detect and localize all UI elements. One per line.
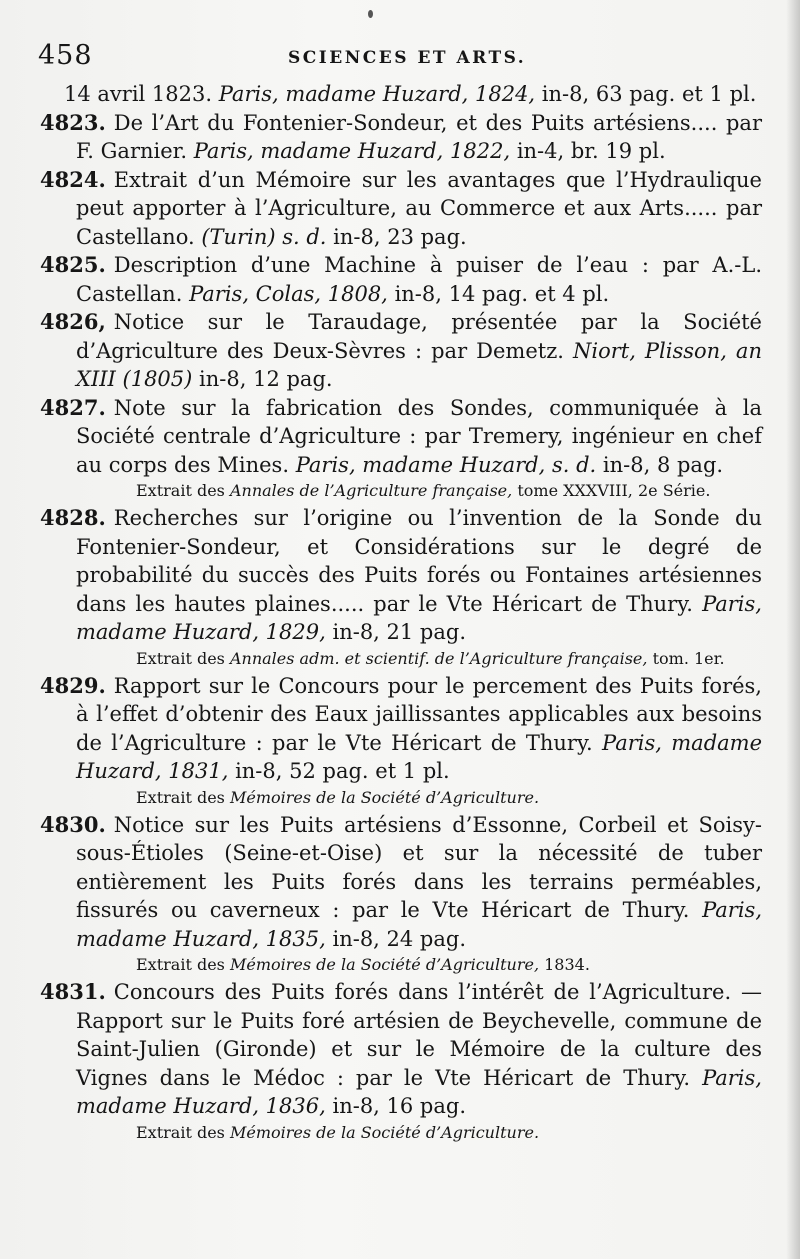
entry-publisher: (Turin) s. d. [201,224,327,249]
entry-4828-note [40,648,762,670]
entry-number: 4826, [40,309,106,334]
running-head: SCIENCES ET ARTS. [288,48,527,68]
note-source: Mémoires de la Société d’Agriculture. [229,1122,540,1142]
entry-number: 4830. [40,811,106,837]
entry-4827-note [40,480,762,502]
entry-title: Notice sur les Puits artésiens d’Essonne, Corbeil et Soisy-sous-Étioles (Seine-et-Oise) et sur la nécessité de tuber entièrement les Puits forés dans les terrains perméables, fissurés ou caverneux : par le Vte Héricart de Thury. [76,812,762,922]
entry-publisher: Paris, madame Huzard, 1824, [218,82,536,106]
entry-details: in-8, 21 pag. [332,620,467,644]
entry-4831-note [40,1122,762,1144]
entry-details: in-8, 52 pag. et 1 pl. [235,759,450,783]
note-source: Mémoires de la Société d’Agriculture, [229,955,540,974]
note-prefix: Extrait des [136,955,225,974]
entry-4830-note [40,954,762,976]
entry-4826 [40,308,762,394]
entry-number: 4829. [40,672,106,698]
page-edge-shadow [786,0,800,1259]
entry-4829 [40,672,762,786]
entry-4829-note [40,787,762,809]
entry-title: Concours des Puits forés dans l’intérêt de l’Agriculture. — Rapport sur le Puits foré artésien de Beychevelle, commune de Saint-Julien (Gironde) et sur le Mémoire de la culture des Vignes dans le Médoc : par le Vte Héricart de Thury. [76,980,762,1090]
page-number: 458 [38,40,93,71]
bibliography-list [40,80,762,1146]
entry-4828 [40,504,762,647]
entry-title: Notice sur le Taraudage, présentée par la Société d’Agriculture des Deux-Sèvres : par Demetz. [76,310,762,363]
entry-details: in-8, 16 pag. [332,1094,467,1118]
entry-number: 4828. [40,505,106,530]
note-source: Annales de l’Agriculture française, [229,481,513,500]
entry-number: 4823. [40,109,106,135]
entry-publisher: Paris, madame Huzard, 1836, [76,1065,762,1118]
entry-publisher: Paris, madame Huzard, s. d. [295,452,597,477]
note-source: Mémoires de la Société d’Agriculture. [229,787,540,807]
entry-details: in-8, 12 pag. [199,367,333,391]
entry-4827 [40,394,762,480]
entry-publisher: Paris, madame Huzard, 1829, [76,591,762,644]
note-prefix: Extrait des [136,787,225,807]
entry-details: in-8, 23 pag. [333,224,467,249]
entry-number: 4831. [40,979,106,1004]
entry-continuation [40,80,762,109]
entry-details: in-8, 14 pag. et 4 pl. [394,281,610,306]
entry-4824 [40,166,762,252]
entry-publisher: Paris, madame Huzard, 1835, [76,898,762,951]
note-prefix: Extrait des [136,1122,225,1142]
entry-details: in-8, 63 pag. et 1 pl. [541,82,757,106]
entry-4831 [40,978,762,1121]
entry-4823 [40,109,762,166]
entry-number: 4827. [40,394,106,420]
entry-number: 4825. [40,252,106,277]
entry-publisher: Paris, madame Huzard, 1831, [76,730,763,783]
note-detail: 1834. [544,955,590,974]
entry-title: Note sur la fabrication des Sondes, communiquée à la Société centrale d’Agriculture : par Tremery, ingénieur en chef au corps des Mines. [76,395,762,477]
note-prefix: Extrait des [136,481,225,500]
note-prefix: Extrait des [136,648,225,668]
note-detail: tome XXXVIII, 2e Série. [517,481,711,500]
entry-details: in-8, 8 pag. [602,452,724,477]
entry-4830 [40,811,762,954]
entry-title: De l’Art du Fontenier-Sondeur, et des Puits artésiens.... par F. Garnier. [76,110,762,163]
entry-title: Rapport sur le Concours pour le percement des Puits forés, à l’effet d’obtenir des Eaux jaillissantes applicables aux besoins de l’Agriculture : par le Vte Héricart de Thury. [76,673,762,755]
entry-publisher: Niort, Plisson, an XIII (1805) [76,338,762,391]
entry-details: in-8, 24 pag. [332,926,467,951]
ink-mark [368,10,373,18]
entry-publisher: Paris, madame Huzard, 1822, [193,139,511,163]
entry-title: Recherches sur l’origine ou l’invention de la Sonde du Fontenier-Sondeur, et Considérations sur le degré de probabilité du succès des Puits forés ou Fontaines artésiennes dans les hautes plaines..... par le Vte Héricart de Thury. [76,506,762,616]
entry-number: 4824. [40,166,106,192]
page-header [38,40,758,72]
entry-publisher: Paris, Colas, 1808, [189,281,388,306]
entry-title: Extrait d’un Mémoire sur les avantages que l’Hydraulique peut apporter à l’Agriculture, au Commerce et aux Arts..... par Castellano. [76,167,762,249]
entry-title: Description d’une Machine à puiser de l’eau : par A.-L. Castellan. [76,253,762,306]
entry-4825 [40,251,762,308]
note-source: Annales adm. et scientif. de l’Agriculture française, [229,648,648,668]
entry-text: 14 avril 1823. [64,82,213,106]
entry-details: in-4, br. 19 pl. [516,139,666,163]
note-detail: tom. 1er. [652,648,725,668]
